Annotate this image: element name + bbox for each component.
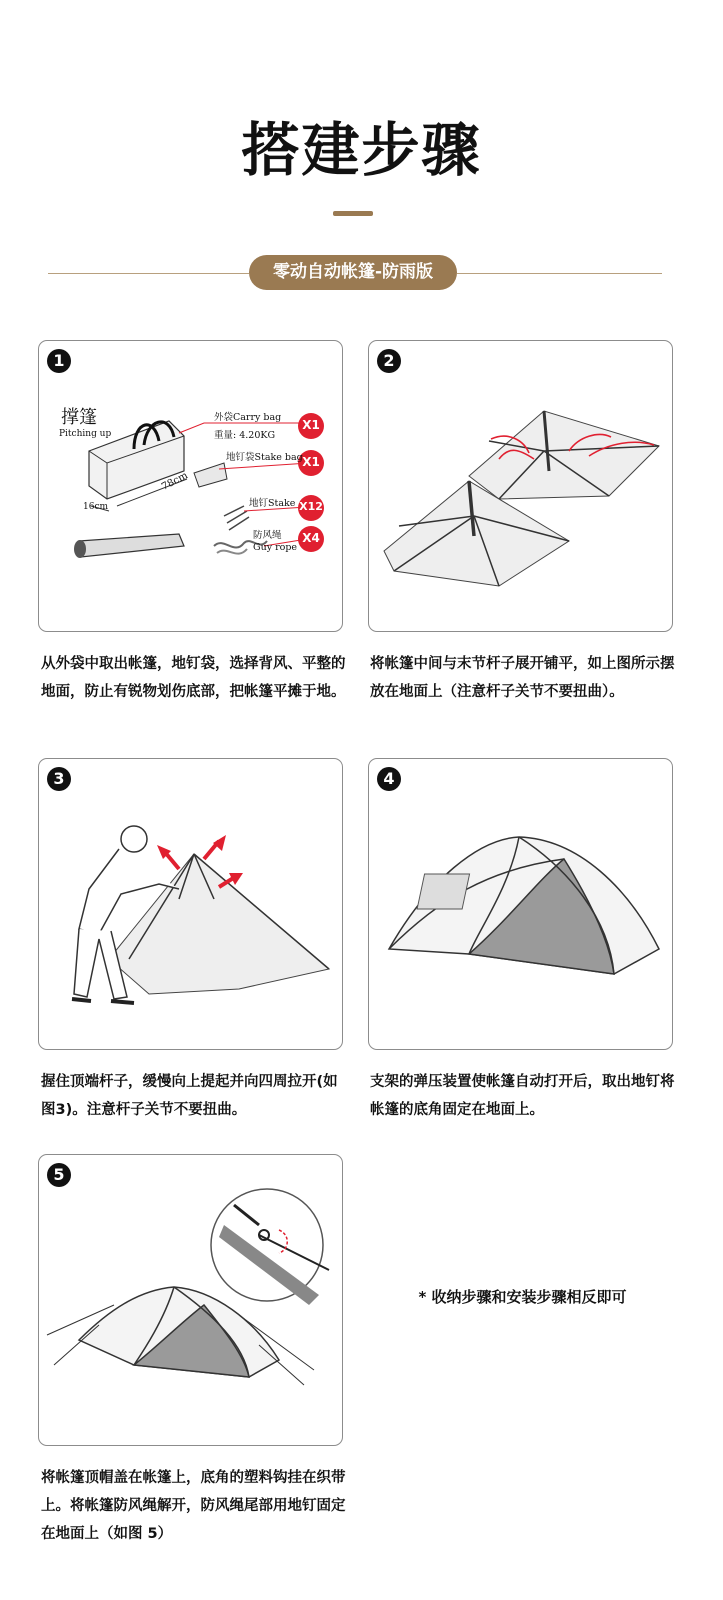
bag-label-en: Pitching up: [59, 429, 112, 439]
divider-right: [457, 273, 662, 274]
step-4-panel: [368, 758, 673, 1050]
item-guy-rope-label: 防风绳: [253, 530, 282, 541]
step-2-panel: [368, 340, 673, 632]
step-4-illustration: [369, 759, 673, 1050]
step-2-badge: 2: [377, 349, 401, 373]
step-3-badge: 3: [47, 767, 71, 791]
page-title: 搭建步骤: [241, 116, 482, 184]
step-5-illustration: [39, 1155, 343, 1446]
footer-note: * 收纳步骤和安装步骤相反即可: [418, 1288, 627, 1306]
item-stake-bag-label: 地钉袋Stake bag: [226, 452, 303, 463]
step-1-description: 从外袋中取出帐篷，地钉袋，选择背风、平整的地面，防止有锐物划伤底部，把帐篷平摊于地。: [41, 656, 346, 700]
item-carry-bag-weight: 重量: 4.20KG: [214, 430, 276, 441]
step-2-description: 将帐篷中间与末节杆子展开铺平，如上图所示摆放在地面上（注意杆子关节不要扭曲）。: [370, 656, 675, 700]
qty-carry-bag: X1: [302, 418, 320, 432]
item-guy-rope-sub: Guy rope: [253, 542, 298, 553]
step-5-description: 将帐篷顶帽盖在帐篷上，底角的塑料钩挂在织带上。将帐篷防风绳解开，防风绳尾部用地钉固定在地面上（如图 5）: [41, 1470, 346, 1542]
step-1-panel: [38, 340, 343, 632]
qty-stake: X12: [299, 500, 323, 513]
divider-left: [48, 273, 249, 274]
bag-label: 撑篷: [61, 407, 97, 428]
step-3-panel: [38, 758, 343, 1050]
step-5-badge: 5: [47, 1163, 71, 1187]
step-5-panel: [38, 1154, 343, 1446]
item-stake-label: 地钉Stake: [249, 498, 296, 509]
item-carry-bag-label: 外袋Carry bag: [214, 412, 282, 423]
qty-guy-rope: X4: [302, 531, 320, 545]
step-4-badge: 4: [377, 767, 401, 791]
step-1-illustration: [39, 341, 343, 632]
step-1-badge: 1: [47, 349, 71, 373]
step-3-illustration: [39, 759, 343, 1050]
step-4-description: 支架的弹压装置使帐篷自动打开后，取出地钉将帐篷的底角固定在地面上。: [370, 1074, 675, 1118]
dim-width: 16cm: [83, 502, 109, 512]
subtitle-pill: 零动自动帐篷-防雨版: [249, 255, 457, 290]
qty-stake-bag: X1: [302, 455, 320, 469]
step-3-description: 握住顶端杆子，缓慢向上提起并向四周拉开(如图3)。注意杆子关节不要扭曲。: [41, 1074, 338, 1118]
dim-length: 78cm: [160, 470, 190, 493]
step-2-illustration: [369, 341, 673, 632]
title-underline: [333, 211, 373, 216]
